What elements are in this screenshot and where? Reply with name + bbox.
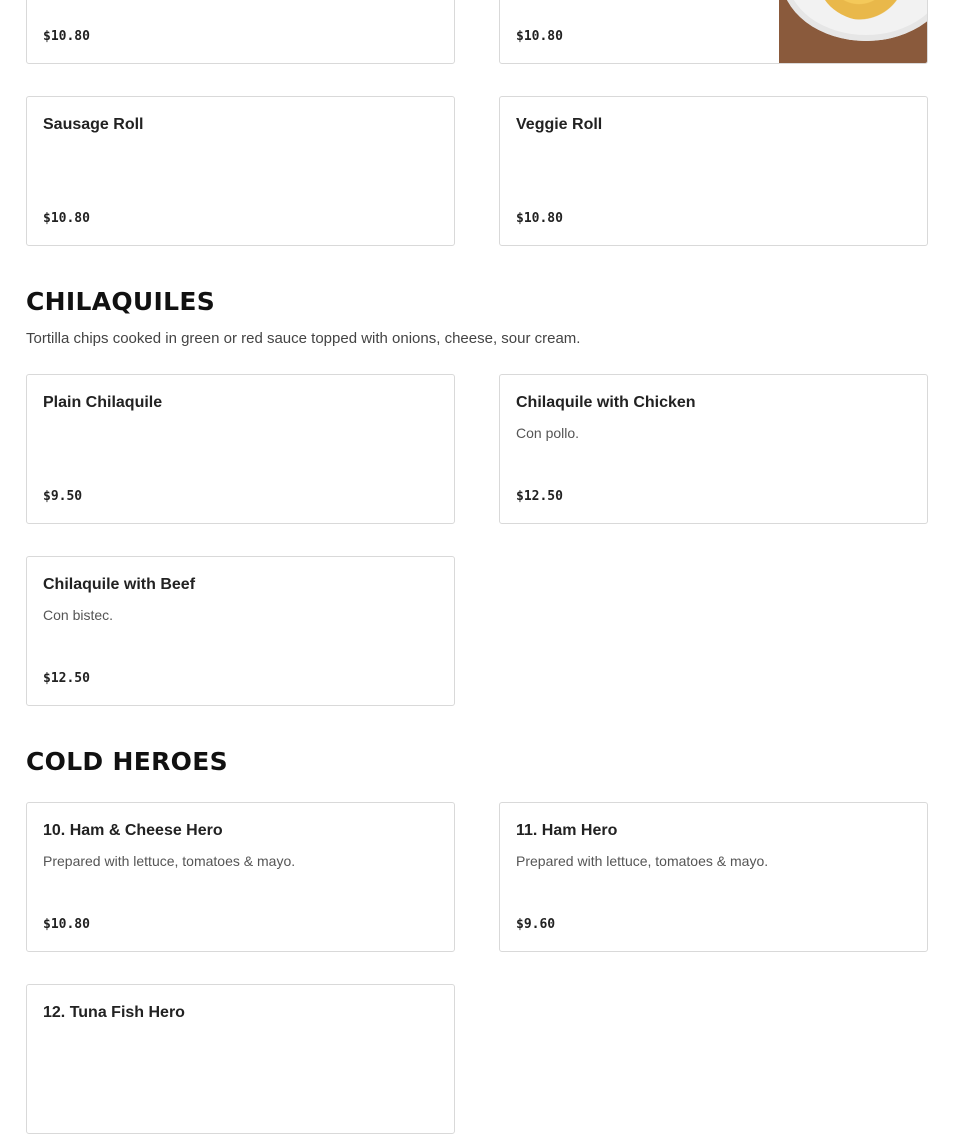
item-description: Prepared with lettuce, tomatoes & mayo. [516, 853, 769, 869]
section-description: Tortilla chips cooked in green or red sauce topped with onions, cheese, sour cream. [26, 330, 581, 347]
item-photo [779, 0, 927, 63]
item-price: $10.80 [43, 917, 90, 932]
menu-item-card[interactable] [499, 802, 928, 952]
menu-item-card[interactable] [26, 984, 455, 1134]
menu-item-card[interactable] [26, 96, 455, 246]
item-price: $12.50 [43, 671, 90, 686]
item-price: $10.80 [43, 29, 90, 44]
item-description: Con bistec. [43, 607, 114, 623]
item-price: $10.80 [516, 211, 563, 226]
menu-item-card[interactable] [499, 0, 928, 64]
item-price: $9.50 [43, 489, 83, 504]
menu-item-card[interactable] [26, 802, 455, 952]
item-name: Plain Chilaquile [43, 394, 163, 411]
item-name: Chilaquile with Beef [43, 576, 196, 593]
item-name: Sausage Roll [43, 116, 144, 133]
item-price: $9.60 [516, 917, 556, 932]
item-price: $10.80 [43, 211, 90, 226]
menu-item-card[interactable] [499, 96, 928, 246]
item-price: $10.80 [516, 29, 563, 44]
section-title: COLD HEROES [26, 747, 228, 776]
menu-item-card[interactable] [499, 374, 928, 524]
item-name: Veggie Roll [516, 116, 603, 133]
item-name: 11. Ham Hero [516, 822, 618, 839]
item-name: 12. Tuna Fish Hero [43, 1004, 185, 1021]
menu-item-card[interactable] [26, 556, 455, 706]
item-name: Chilaquile with Chicken [516, 394, 696, 411]
menu-item-card[interactable] [26, 0, 455, 64]
item-price: $12.50 [516, 489, 563, 504]
item-description: Prepared with lettuce, tomatoes & mayo. [43, 853, 296, 869]
item-description: Con pollo. [516, 425, 580, 441]
section-title: CHILAQUILES [26, 287, 216, 316]
menu-item-card[interactable] [26, 374, 455, 524]
item-name: 10. Ham & Cheese Hero [43, 822, 223, 839]
